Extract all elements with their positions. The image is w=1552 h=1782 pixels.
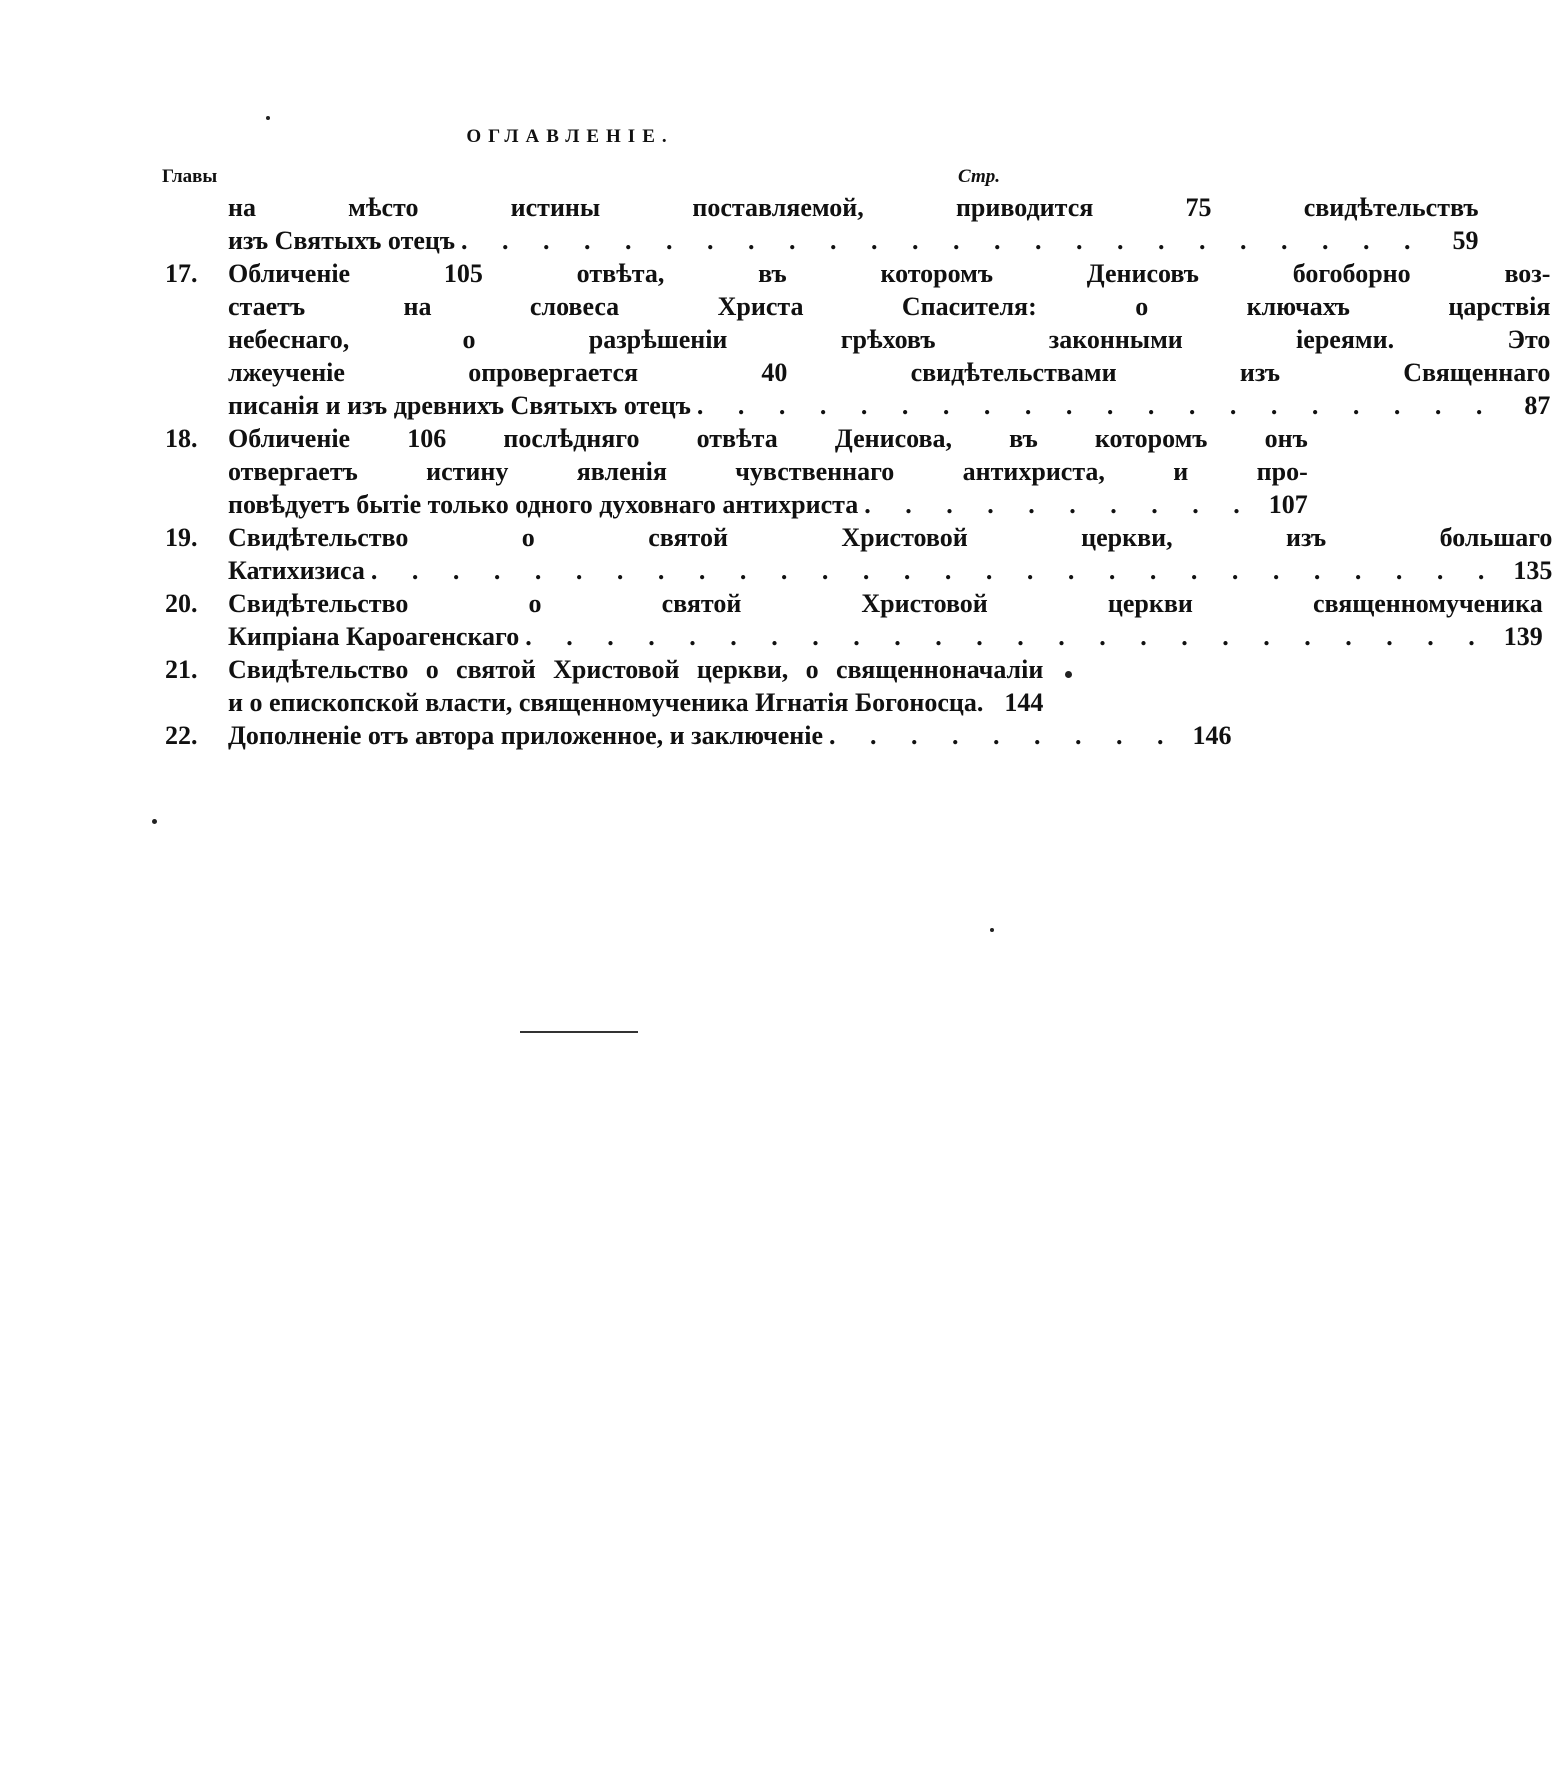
chapter-description <box>228 422 1308 521</box>
dot-leader: . . . . . . . . . . . . . . . . . . . . . . . . . . . . <box>370 556 1499 585</box>
dot-leader: . . . . . . . . . . . . . . . . . . . . <box>696 391 1497 420</box>
chapter-description <box>228 257 1550 422</box>
description-line: Обличеніе 105 отвѣта, въ которомъ Денисовъ богоборно воз- <box>228 259 1551 288</box>
description-line: и о епископской власти, священномученика Игнатія Богоносца. <box>228 688 984 717</box>
table-of-contents <box>165 191 1552 752</box>
description-line: изъ Святыхъ отецъ <box>228 226 456 255</box>
chapter-description <box>228 521 1552 587</box>
chapter-description <box>228 587 1543 653</box>
description-last-line <box>228 686 1043 719</box>
toc-entry <box>165 719 1232 752</box>
description-last-line <box>228 719 1231 752</box>
toc-entry <box>165 653 1044 719</box>
toc-entry <box>165 587 1543 653</box>
description-line: на мѣсто истины поставляемой, приводится 75 свидѣтельствъ <box>228 193 1479 222</box>
dot-leader: . . . . . . . . . . <box>864 490 1254 519</box>
description-line: Кипріана Кароагенскаго <box>228 622 520 651</box>
chapter-number: 21. <box>165 655 198 684</box>
chapter-number: 22. <box>165 721 198 750</box>
page-number: 107 <box>1268 490 1308 519</box>
section-divider <box>520 1031 638 1033</box>
description-line: Обличеніе 106 послѣдняго отвѣта Денисова, въ которомъ онъ <box>228 424 1308 453</box>
chapter-description <box>228 191 1479 257</box>
description-line: стаетъ на словеса Христа Спасителя: о ключахъ царствія <box>228 292 1551 321</box>
page-number: 59 <box>1452 226 1479 255</box>
chapter-description <box>228 719 1231 752</box>
description-line: Катихизиса <box>228 556 365 585</box>
print-speck <box>990 928 994 932</box>
description-line: Дополненіе отъ автора приложенное, и заключеніе <box>228 721 823 750</box>
toc-entry <box>165 521 1552 587</box>
chapter-number: 19. <box>165 523 198 552</box>
page-number: 87 <box>1524 391 1551 420</box>
dot-leader: . . . . . . . . . <box>828 721 1178 750</box>
print-speck <box>1065 671 1072 678</box>
page-number: 146 <box>1192 721 1232 750</box>
chapter-number: 18. <box>165 424 198 453</box>
description-line: отвергаетъ истину явленія чувственнаго антихриста, и про- <box>228 457 1308 486</box>
chapter-number: 20. <box>165 589 198 618</box>
description-line: Свидѣтельство о святой Христовой церкви, о священноначаліи <box>228 655 1044 684</box>
toc-entry <box>165 422 1308 521</box>
description-line: лжеученіе опровергается 40 свидѣтельствами изъ Священнаго <box>228 358 1551 387</box>
toc-entry <box>165 257 1551 422</box>
page-number: 135 <box>1513 556 1552 585</box>
description-line: писанія и изъ древнихъ Святыхъ отецъ <box>228 391 691 420</box>
page-number: 144 <box>1004 688 1044 717</box>
chapter-number: 17. <box>165 259 198 288</box>
description-last-line <box>228 554 1552 587</box>
print-speck <box>152 819 157 824</box>
page-title: ОГЛАВЛЕНІЕ. <box>466 126 674 147</box>
chapter-description <box>228 653 1043 719</box>
dot-leader: . . . . . . . . . . . . . . . . . . . . . . . . <box>525 622 1489 651</box>
page-number: 139 <box>1503 622 1543 651</box>
description-line: небеснаго, о разрѣшеніи грѣховъ законными іереями. Это <box>228 325 1551 354</box>
description-last-line <box>228 488 1308 521</box>
description-last-line <box>228 620 1543 653</box>
print-speck <box>266 116 270 120</box>
chapters-column-label: Главы <box>162 166 218 187</box>
toc-entry <box>165 191 1479 257</box>
description-line: повѣдуетъ бытіе только одного духовнаго антихриста <box>228 490 859 519</box>
description-last-line <box>228 389 1550 422</box>
pages-column-label: Стр. <box>958 166 1000 187</box>
description-line: Свидѣтельство о святой Христовой церкви, изъ большаго <box>228 523 1552 552</box>
dot-leader: . . . . . . . . . . . . . . . . . . . . . . . . <box>461 226 1425 255</box>
description-line: Свидѣтельство о святой Христовой церкви священномученика <box>228 589 1543 618</box>
description-last-line <box>228 224 1479 257</box>
